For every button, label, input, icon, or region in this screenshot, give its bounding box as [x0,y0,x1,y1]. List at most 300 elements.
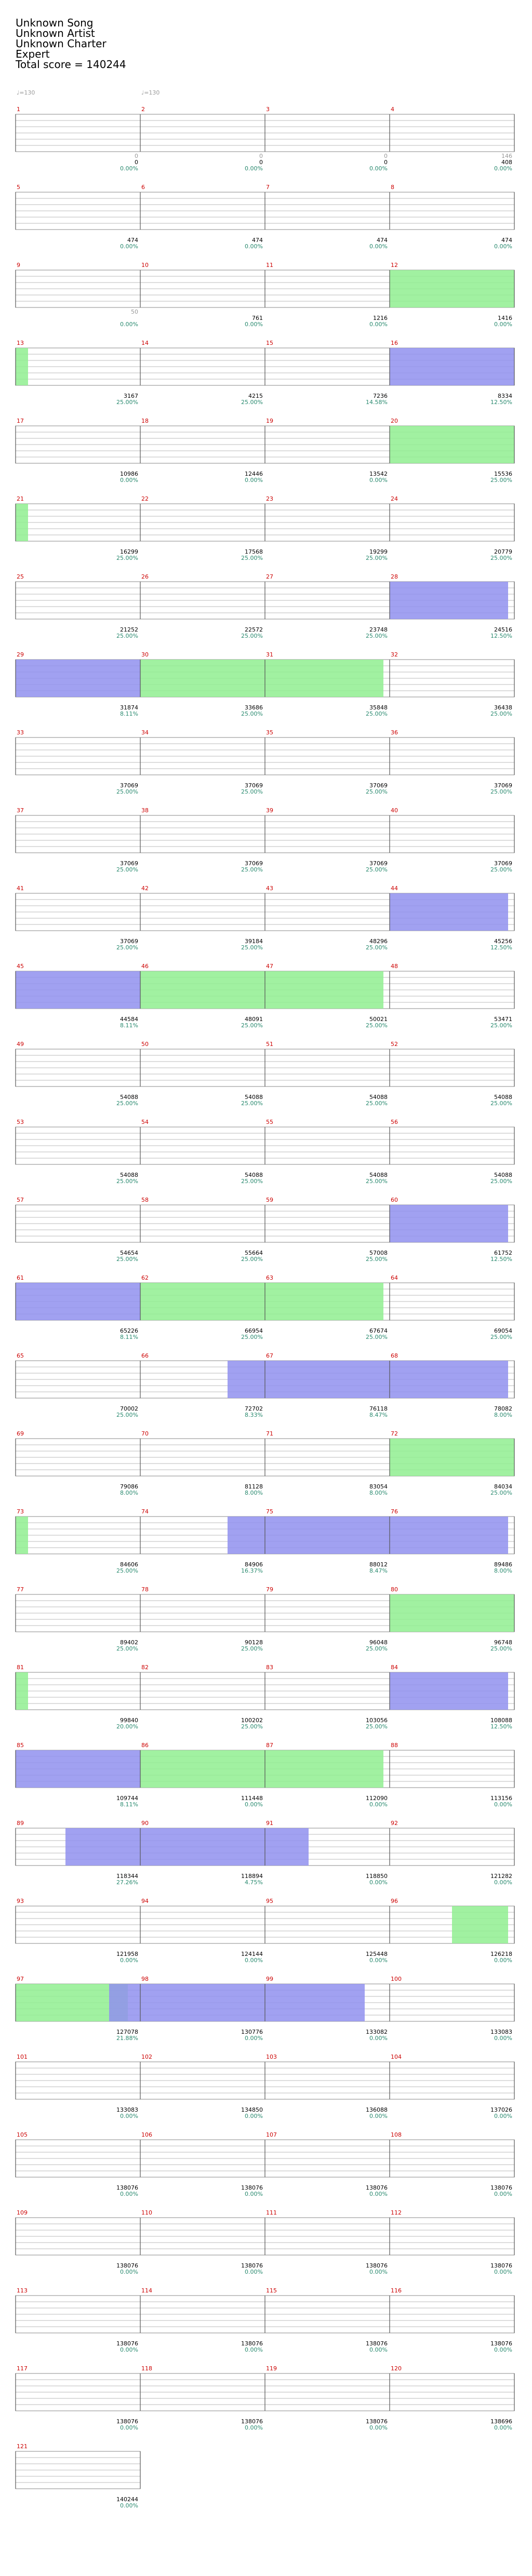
measure-number: 9 [17,262,20,269]
measure-score: 96748 [494,1639,512,1646]
measure-number: 4 [391,106,394,113]
measure-number: 69 [17,1430,24,1437]
measure-number: 82 [141,1664,149,1671]
measure-number: 64 [391,1274,398,1281]
note-count: 146 [501,153,512,159]
measure-score: 138076 [116,2184,138,2191]
measure-score: 54654 [120,1250,138,1256]
measure-percent: 25.00% [116,788,138,795]
measure-score: 22572 [245,626,263,633]
song-charter: Unknown Charter [16,37,107,50]
measure-percent: 0.00% [245,165,263,172]
measure-number: 14 [141,340,149,346]
measure-number: 62 [141,1274,149,1281]
measure-percent: 0.00% [245,2269,263,2275]
measure-score: 0 [259,159,263,166]
measure-number: 68 [391,1352,398,1359]
song-difficulty: Expert [16,48,50,60]
measure-percent: 25.00% [241,1256,263,1263]
measure-score: 48296 [369,938,388,945]
measure-number: 58 [141,1197,149,1203]
measure-number: 1 [17,106,20,113]
measure-percent: 0.00% [494,2269,512,2275]
measure-score: 1416 [498,315,512,321]
measure-percent: 8.11% [120,1022,138,1029]
measure-number: 118 [141,2365,152,2372]
solo-section [140,971,383,1009]
measure-percent: 0.00% [245,2346,263,2353]
measure-score: 53471 [494,1016,512,1023]
measure-score: 81128 [245,1483,263,1490]
measure-percent: 25.00% [366,1256,388,1263]
measure-percent: 8.11% [120,1334,138,1340]
measure-number: 19 [266,418,273,424]
measure-percent: 25.00% [366,944,388,951]
measure-number: 6 [141,184,145,191]
measure-score: 138076 [116,2340,138,2347]
measure-percent: 0.00% [245,2191,263,2197]
star-power-section [16,1283,140,1320]
measure-number: 95 [266,1898,273,1904]
measure-percent: 25.00% [366,1645,388,1652]
measure-percent: 25.00% [116,1412,138,1418]
measure-percent: 0.00% [369,2424,388,2431]
measure-score: 79086 [120,1483,138,1490]
measure-score: 35848 [369,704,388,711]
measure-score: 108088 [490,1717,512,1724]
measure-score: 136088 [366,2107,388,2113]
measure-score: 20779 [494,548,512,555]
measure-percent: 0.00% [120,1957,138,1964]
measure-number: 38 [141,807,149,814]
measure-percent: 25.00% [366,866,388,873]
measure-number: 12 [391,262,398,269]
star-power-section [390,348,514,385]
measure-number: 29 [17,651,24,658]
measure-score: 66954 [245,1327,263,1334]
measure-score: 474 [501,237,512,244]
measure-number: 36 [391,729,398,736]
solo-section [16,348,28,385]
measure-number: 105 [17,2131,28,2138]
measure-percent: 0.00% [120,2424,138,2431]
measure-score: 83054 [369,1483,388,1490]
measure-number: 32 [391,651,398,658]
measure-percent: 0.00% [369,1957,388,1964]
measure-number: 28 [391,573,398,580]
measure-score: 4215 [248,393,263,399]
measure-number: 115 [266,2287,277,2294]
measure-score: 21252 [120,626,138,633]
measure-score: 24516 [494,626,512,633]
measure-score: 134850 [241,2107,263,2113]
measure-score: 474 [252,237,263,244]
note-count: 50 [131,308,138,315]
measure-score: 70002 [120,1405,138,1412]
measure-number: 77 [17,1586,24,1593]
measure-score: 13542 [369,471,388,477]
measure-score: 138076 [241,2184,263,2191]
measure-percent: 0.00% [494,2346,512,2353]
measure-score: 125448 [366,1951,388,1957]
measure-number: 56 [391,1119,398,1125]
solo-section [16,504,28,541]
measure-percent: 4.75% [245,1879,263,1886]
measure-number: 100 [391,1976,402,1982]
measure-percent: 25.00% [241,1100,263,1107]
measure-percent: 0.00% [494,2191,512,2197]
measure-score: 37069 [369,782,388,789]
song-title: Unknown Song [16,17,94,29]
measure-score: 3167 [124,393,138,399]
measure-number: 96 [391,1898,398,1904]
measure-score: 37069 [245,782,263,789]
measure-score: 54088 [120,1172,138,1178]
measure-percent: 25.00% [241,788,263,795]
measure-percent: 0.00% [369,321,388,328]
measure-percent: 25.00% [490,710,512,717]
measure-score: 45256 [494,938,512,945]
solo-section [452,1906,508,1943]
tempo-marker: ♩=130 [17,89,35,96]
measure-number: 121 [17,2443,28,2450]
measure-percent: 0.00% [494,2113,512,2119]
measure-percent: 0.00% [245,1801,263,1808]
measure-number: 97 [17,1976,24,1982]
measure-percent: 0.00% [245,1957,263,1964]
measure-score: 17568 [245,548,263,555]
measure-score: 37069 [120,938,138,945]
measure-percent: 0.00% [369,2346,388,2353]
measure-percent: 0.00% [494,1957,512,1964]
measure-number: 3 [266,106,270,113]
measure-number: 103 [266,2054,277,2060]
measure-score: 138076 [116,2262,138,2269]
measure-percent: 20.00% [116,1723,138,1730]
measure-number: 51 [266,1041,273,1048]
measure-percent: 25.00% [116,1567,138,1574]
measure-score: 138076 [366,2340,388,2347]
measure-number: 87 [266,1742,273,1749]
measure-score: 118850 [366,1873,388,1880]
measure-number: 21 [17,495,24,502]
measure-number: 99 [266,1976,273,1982]
measure-percent: 0.00% [245,2113,263,2119]
measure-number: 90 [141,1820,149,1827]
measure-number: 35 [266,729,273,736]
measure-number: 76 [391,1508,398,1515]
note-count: 0 [384,153,388,159]
measure-score: 1216 [373,315,388,321]
measure-number: 61 [17,1274,24,1281]
total-score: Total score = 140244 [16,58,126,71]
measure-score: 0 [135,159,138,166]
measure-percent: 25.00% [490,1100,512,1107]
measure-percent: 12.50% [490,399,512,406]
measure-score: 19299 [369,548,388,555]
measure-score: 37069 [494,860,512,867]
measure-percent: 25.00% [241,633,263,639]
measure-score: 133082 [366,2029,388,2035]
measure-percent: 25.00% [366,555,388,561]
measure-score: 133083 [490,2029,512,2035]
measure-percent: 8.00% [120,1490,138,1496]
measure-number: 71 [266,1430,273,1437]
measure-number: 25 [17,573,24,580]
solo-section [390,270,514,307]
measure-score: 37069 [369,860,388,867]
measure-score: 54088 [120,1094,138,1101]
measure-score: 7236 [373,393,388,399]
measure-score: 0 [384,159,388,166]
measure-percent: 0.00% [494,165,512,172]
measure-percent: 8.33% [245,1412,263,1418]
measure-score: 33686 [245,704,263,711]
measure-percent: 25.00% [490,1334,512,1340]
measure-number: 22 [141,495,149,502]
measure-percent: 25.00% [490,1645,512,1652]
measure-score: 99840 [120,1717,138,1724]
measure-percent: 8.00% [245,1490,263,1496]
measure-percent: 25.00% [366,1334,388,1340]
measure-number: 57 [17,1197,24,1203]
measure-percent: 0.00% [369,2191,388,2197]
measure-number: 83 [266,1664,273,1671]
measure-percent: 0.00% [494,1879,512,1886]
measure-number: 88 [391,1742,398,1749]
measure-score: 130776 [241,2029,263,2035]
measure-score: 118344 [116,1873,138,1880]
measure-number: 108 [391,2131,402,2138]
measure-number: 15 [266,340,273,346]
measure-percent: 0.00% [120,2269,138,2275]
measure-percent: 0.00% [120,2191,138,2197]
measure-score: 138076 [241,2262,263,2269]
star-power-section [390,1672,508,1710]
measure-score: 84606 [120,1561,138,1568]
measure-number: 10 [141,262,149,269]
measure-number: 98 [141,1976,149,1982]
measure-percent: 25.00% [241,1022,263,1029]
measure-percent: 0.00% [120,165,138,172]
measure-score: 54088 [369,1172,388,1178]
measure-score: 408 [501,159,512,166]
measure-number: 110 [141,2209,152,2216]
measure-score: 37069 [494,782,512,789]
measure-number: 79 [266,1586,273,1593]
measure-score: 15536 [494,471,512,477]
measure-percent: 0.00% [120,2502,138,2509]
measure-percent: 25.00% [490,866,512,873]
measure-percent: 0.00% [369,2035,388,2042]
measure-percent: 25.00% [366,633,388,639]
measure-number: 70 [141,1430,149,1437]
star-power-section [65,1828,309,1866]
measure-percent: 25.00% [241,944,263,951]
measure-score: 61752 [494,1250,512,1256]
measure-score: 23748 [369,626,388,633]
measure-number: 102 [141,2054,152,2060]
measure-number: 81 [17,1664,24,1671]
measure-number: 47 [266,963,273,970]
measure-number: 65 [17,1352,24,1359]
measure-number: 101 [17,2054,28,2060]
measure-score: 65226 [120,1327,138,1334]
measure-percent: 25.00% [366,710,388,717]
measure-percent: 0.00% [494,243,512,250]
measure-number: 116 [391,2287,402,2294]
measure-number: 78 [141,1586,149,1593]
note-count: 0 [135,153,138,159]
measure-score: 89486 [494,1561,512,1568]
star-power-section [390,582,508,619]
measure-score: 88012 [369,1561,388,1568]
measure-percent: 8.00% [494,1412,512,1418]
measure-number: 43 [266,885,273,892]
measure-score: 48091 [245,1016,263,1023]
measure-number: 23 [266,495,273,502]
measure-percent: 12.50% [490,944,512,951]
measure-number: 30 [141,651,149,658]
measure-number: 2 [141,106,145,113]
measure-score: 124144 [241,1951,263,1957]
measure-score: 121958 [116,1951,138,1957]
measure-number: 72 [391,1430,398,1437]
measure-score: 84906 [245,1561,263,1568]
measure-percent: 25.00% [366,1178,388,1185]
measure-number: 27 [266,573,273,580]
measure-number: 37 [17,807,24,814]
measure-percent: 0.00% [369,2113,388,2119]
measure-percent: 25.00% [116,944,138,951]
measure-percent: 16.37% [241,1567,263,1574]
measure-score: 54088 [245,1172,263,1178]
measure-percent: 8.00% [369,1490,388,1496]
measure-number: 86 [141,1742,149,1749]
measure-score: 138076 [116,2418,138,2425]
measure-percent: 25.00% [116,1100,138,1107]
measure-score: 69054 [494,1327,512,1334]
measure-score: 140244 [116,2496,138,2503]
measure-score: 138076 [490,2184,512,2191]
measure-percent: 12.50% [490,1723,512,1730]
measure-score: 138076 [366,2184,388,2191]
measure-percent: 8.11% [120,1801,138,1808]
measure-score: 37069 [245,860,263,867]
measure-number: 104 [391,2054,402,2060]
measure-number: 7 [266,184,270,191]
measure-percent: 0.00% [494,2035,512,2042]
measure-number: 39 [266,807,273,814]
measure-percent: 0.00% [369,243,388,250]
measure-number: 91 [266,1820,273,1827]
measure-number: 45 [17,963,24,970]
star-power-section [390,1205,508,1242]
measure-score: 138076 [366,2418,388,2425]
solo-section [390,1594,514,1632]
solo-section [16,1517,28,1554]
measure-percent: 0.00% [245,243,263,250]
measure-number: 113 [17,2287,28,2294]
measure-percent: 0.00% [120,2346,138,2353]
measure-number: 106 [141,2131,152,2138]
measure-number: 67 [266,1352,273,1359]
solo-section [390,426,514,463]
measure-score: 138076 [366,2262,388,2269]
star-power-section [390,893,508,931]
measure-score: 474 [377,237,388,244]
measure-percent: 25.00% [366,1022,388,1029]
measure-percent: 25.00% [490,555,512,561]
measure-number: 107 [266,2131,277,2138]
measure-score: 138076 [241,2418,263,2425]
measure-percent: 8.00% [494,1567,512,1574]
measure-score: 36438 [494,704,512,711]
measure-percent: 25.00% [366,1100,388,1107]
measure-number: 111 [266,2209,277,2216]
star-power-section [16,971,140,1009]
measure-number: 120 [391,2365,402,2372]
measure-score: 113156 [490,1795,512,1802]
measure-number: 26 [141,573,149,580]
measure-percent: 14.58% [366,399,388,406]
measure-number: 5 [17,184,20,191]
measure-number: 42 [141,885,149,892]
measure-score: 72702 [245,1405,263,1412]
measure-number: 41 [17,885,24,892]
measure-score: 39184 [245,938,263,945]
measure-score: 54088 [494,1172,512,1178]
measure-percent: 25.00% [116,866,138,873]
star-power-section [109,1984,365,2021]
measure-score: 90128 [245,1639,263,1646]
measure-percent: 8.11% [120,710,138,717]
measure-number: 55 [266,1119,273,1125]
measure-number: 52 [391,1041,398,1048]
measure-percent: 25.00% [366,788,388,795]
measure-percent: 25.00% [241,710,263,717]
measure-number: 75 [266,1508,273,1515]
measure-percent: 25.00% [490,1490,512,1496]
measure-percent: 0.00% [120,2113,138,2119]
measure-percent: 0.00% [494,321,512,328]
measure-percent: 0.00% [245,2424,263,2431]
measure-percent: 25.00% [241,866,263,873]
measure-number: 46 [141,963,149,970]
measure-number: 16 [391,340,398,346]
solo-section [140,660,383,697]
measure-number: 60 [391,1197,398,1203]
measure-number: 63 [266,1274,273,1281]
measure-number: 18 [141,418,149,424]
solo-section [140,1750,383,1788]
measure-percent: 0.00% [369,477,388,484]
measure-score: 37069 [120,860,138,867]
measure-percent: 25.00% [116,1178,138,1185]
measure-percent: 25.00% [366,1723,388,1730]
measure-percent: 25.00% [116,633,138,639]
measure-number: 112 [391,2209,402,2216]
measure-score: 126218 [490,1951,512,1957]
measure-percent: 0.00% [120,243,138,250]
measure-number: 117 [17,2365,28,2372]
measure-score: 16299 [120,548,138,555]
song-artist: Unknown Artist [16,27,95,39]
measure-score: 127078 [116,2029,138,2035]
measure-score: 57008 [369,1250,388,1256]
measure-number: 92 [391,1820,398,1827]
measure-number: 8 [391,184,394,191]
